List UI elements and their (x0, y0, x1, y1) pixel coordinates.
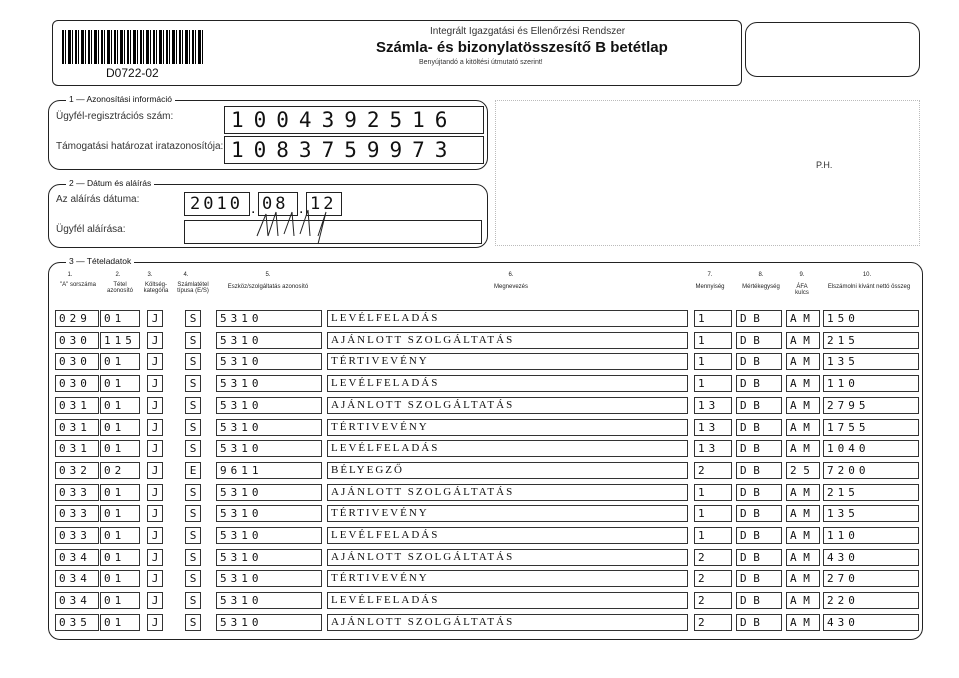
cell-sorszam[interactable]: 035 (55, 614, 99, 631)
cell-kategoria[interactable]: J (147, 375, 163, 392)
col-label-10: Elszámolni kívánt nettó összeg (827, 284, 911, 290)
cell-tetel[interactable]: 01 (100, 527, 140, 544)
cell-afa[interactable]: A M (786, 440, 820, 457)
cell-kategoria[interactable]: J (147, 505, 163, 522)
client-reg-value: 1004392516 (231, 108, 458, 132)
cell-mertekegyseg[interactable]: D B (736, 397, 782, 414)
cell-tipus[interactable]: S (185, 440, 201, 457)
cell-eszkoz[interactable]: 5310 (216, 440, 322, 457)
cell-tipus[interactable]: S (185, 484, 201, 501)
col-num-2: 2. (115, 272, 121, 278)
cell-megnevezes[interactable]: AJÁNLOTT SZOLGÁLTATÁS (327, 484, 688, 501)
cell-megnevezes[interactable]: TÉRTIVEVÉNY (327, 570, 688, 587)
cell-mennyiseg[interactable]: 2 (694, 462, 732, 479)
cell-afa[interactable]: A M (786, 419, 820, 436)
cell-afa[interactable]: A M (786, 484, 820, 501)
cell-tetel[interactable]: 01 (100, 484, 140, 501)
cell-eszkoz[interactable]: 5310 (216, 614, 322, 631)
form-code: D0722-02 (106, 66, 159, 80)
cell-eszkoz[interactable]: 5310 (216, 484, 322, 501)
cell-megnevezes[interactable]: AJÁNLOTT SZOLGÁLTATÁS (327, 549, 688, 566)
cell-afa[interactable]: A M (786, 549, 820, 566)
cell-eszkoz[interactable]: 5310 (216, 397, 322, 414)
cell-eszkoz[interactable]: 5310 (216, 353, 322, 370)
cell-sorszam[interactable]: 031 (55, 397, 99, 414)
client-reg-label: Ügyfél-regisztrációs szám: (56, 111, 174, 122)
cell-afa[interactable]: A M (786, 375, 820, 392)
col-num-6: 6. (508, 272, 514, 278)
cell-megnevezes[interactable]: LEVÉLFELADÁS (327, 440, 688, 457)
cell-kategoria[interactable]: J (147, 527, 163, 544)
cell-kategoria[interactable]: J (147, 419, 163, 436)
cell-osszeg[interactable]: 430 (823, 549, 919, 566)
cell-kategoria[interactable]: J (147, 614, 163, 631)
resolution-value: 1083759973 (231, 138, 458, 162)
barcode (62, 30, 204, 64)
col-label-6: Megnevezés (493, 284, 529, 290)
col-label-5: Eszköz/szolgáltatás azonosító (227, 284, 309, 290)
cell-mertekegyseg[interactable]: D B (736, 440, 782, 457)
date-year: 2010 (190, 194, 243, 214)
cell-mennyiseg[interactable]: 13 (694, 419, 732, 436)
cell-tipus[interactable]: S (185, 332, 201, 349)
cell-tipus[interactable]: S (185, 353, 201, 370)
cell-kategoria[interactable]: J (147, 332, 163, 349)
cell-sorszam[interactable]: 033 (55, 505, 99, 522)
cell-mertekegyseg[interactable]: D B (736, 353, 782, 370)
cell-mennyiseg[interactable]: 2 (694, 614, 732, 631)
cell-mennyiseg[interactable]: 2 (694, 570, 732, 587)
cell-afa[interactable]: A M (786, 570, 820, 587)
cell-mennyiseg[interactable]: 1 (694, 527, 732, 544)
date-day: 12 (310, 194, 337, 214)
cell-mennyiseg[interactable]: 2 (694, 549, 732, 566)
cell-tipus[interactable]: S (185, 397, 201, 414)
form-title: Számla- és bizonylatösszesítő B betétlap (376, 39, 668, 56)
cell-mennyiseg[interactable]: 1 (694, 332, 732, 349)
cell-kategoria[interactable]: J (147, 484, 163, 501)
cell-osszeg[interactable]: 430 (823, 614, 919, 631)
cell-kategoria[interactable]: J (147, 462, 163, 479)
date-month: 08 (262, 194, 289, 214)
col-num-5: 5. (265, 272, 271, 278)
cell-tipus[interactable]: S (185, 592, 201, 609)
cell-sorszam[interactable]: 033 (55, 527, 99, 544)
section2-title: 2 — Dátum és aláírás (66, 178, 154, 188)
cell-osszeg[interactable]: 215 (823, 484, 919, 501)
cell-sorszam[interactable]: 030 (55, 375, 99, 392)
cell-tetel[interactable]: 01 (100, 592, 140, 609)
cell-mertekegyseg[interactable]: D B (736, 570, 782, 587)
cell-mennyiseg[interactable]: 2 (694, 592, 732, 609)
cell-afa[interactable]: A M (786, 332, 820, 349)
cell-afa[interactable]: A M (786, 397, 820, 414)
cell-eszkoz[interactable]: 5310 (216, 592, 322, 609)
cell-osszeg[interactable]: 7200 (823, 462, 919, 479)
cell-osszeg[interactable]: 135 (823, 353, 919, 370)
cell-megnevezes[interactable]: TÉRTIVEVÉNY (327, 505, 688, 522)
cell-sorszam[interactable]: 033 (55, 484, 99, 501)
cell-eszkoz[interactable]: 5310 (216, 375, 322, 392)
cell-eszkoz[interactable]: 5310 (216, 332, 322, 349)
section1-title: 1 — Azonosítási információ (66, 94, 175, 104)
cell-afa[interactable]: 2 5 (786, 462, 820, 479)
cell-eszkoz[interactable]: 5310 (216, 549, 322, 566)
cell-tipus[interactable]: S (185, 419, 201, 436)
cell-mertekegyseg[interactable]: D B (736, 310, 782, 327)
section3-title: 3 — Tételadatok (66, 256, 134, 266)
cell-mertekegyseg[interactable]: D B (736, 592, 782, 609)
cell-tetel[interactable]: 01 (100, 614, 140, 631)
cell-sorszam[interactable]: 032 (55, 462, 99, 479)
cell-sorszam[interactable]: 029 (55, 310, 99, 327)
col-label-1: "A" sorszáma (60, 282, 96, 288)
cell-kategoria[interactable]: J (147, 397, 163, 414)
col-num-8: 8. (758, 272, 764, 278)
cell-mertekegyseg[interactable]: D B (736, 614, 782, 631)
instruction-text: Benyújtandó a kitöltési útmutató szerint! (419, 59, 543, 66)
cell-megnevezes[interactable]: AJÁNLOTT SZOLGÁLTATÁS (327, 397, 688, 414)
cell-eszkoz[interactable]: 9611 (216, 462, 322, 479)
cell-osszeg[interactable]: 110 (823, 375, 919, 392)
cell-sorszam[interactable]: 031 (55, 419, 99, 436)
col-label-2: Tétel azonosító (106, 282, 134, 294)
date-separator: . (299, 200, 304, 217)
cell-afa[interactable]: A M (786, 592, 820, 609)
cell-tetel[interactable]: 01 (100, 353, 140, 370)
cell-afa[interactable]: A M (786, 527, 820, 544)
cell-kategoria[interactable]: J (147, 549, 163, 566)
cell-mennyiseg[interactable]: 1 (694, 505, 732, 522)
cell-tetel[interactable]: 115 (100, 332, 140, 349)
stamp-label: P.H. (816, 160, 833, 170)
cell-eszkoz[interactable]: 5310 (216, 570, 322, 587)
cell-tetel[interactable]: 01 (100, 440, 140, 457)
cell-tetel[interactable]: 01 (100, 549, 140, 566)
cell-kategoria[interactable]: J (147, 440, 163, 457)
cell-mennyiseg[interactable]: 13 (694, 397, 732, 414)
signature-label: Ügyfél aláírása: (56, 224, 126, 235)
date-label: Az aláírás dátuma: (56, 194, 140, 205)
col-num-9: 9. (799, 272, 805, 278)
cell-megnevezes[interactable]: TÉRTIVEVÉNY (327, 353, 688, 370)
cell-mertekegyseg[interactable]: D B (736, 462, 782, 479)
cell-afa[interactable]: A M (786, 614, 820, 631)
cell-sorszam[interactable]: 031 (55, 440, 99, 457)
cell-eszkoz[interactable]: 5310 (216, 310, 322, 327)
cell-mertekegyseg[interactable]: D B (736, 375, 782, 392)
cell-tipus[interactable]: S (185, 505, 201, 522)
cell-afa[interactable]: A M (786, 310, 820, 327)
cell-tetel[interactable]: 01 (100, 397, 140, 414)
cell-tipus[interactable]: S (185, 570, 201, 587)
cell-tetel[interactable]: 01 (100, 375, 140, 392)
cell-mennyiseg[interactable]: 13 (694, 440, 732, 457)
cell-tetel[interactable]: 02 (100, 462, 140, 479)
cell-osszeg[interactable]: 270 (823, 570, 919, 587)
cell-mertekegyseg[interactable]: D B (736, 484, 782, 501)
cell-osszeg[interactable]: 1040 (823, 440, 919, 457)
cell-tetel[interactable]: 01 (100, 419, 140, 436)
cell-megnevezes[interactable]: LEVÉLFELADÁS (327, 310, 688, 327)
signature-scribble (252, 206, 342, 246)
col-num-7: 7. (707, 272, 713, 278)
cell-osszeg[interactable]: 215 (823, 332, 919, 349)
cell-sorszam[interactable]: 034 (55, 549, 99, 566)
cell-mennyiseg[interactable]: 1 (694, 484, 732, 501)
cell-sorszam[interactable]: 034 (55, 570, 99, 587)
cell-mertekegyseg[interactable]: D B (736, 505, 782, 522)
col-num-4: 4. (183, 272, 189, 278)
cell-osszeg[interactable]: 135 (823, 505, 919, 522)
cell-tetel[interactable]: 01 (100, 310, 140, 327)
cell-megnevezes[interactable]: LEVÉLFELADÁS (327, 375, 688, 392)
system-title: Integrált Igazgatási és Ellenőrzési Rendszer (430, 26, 626, 37)
date-separator: . (251, 200, 256, 217)
cell-tipus[interactable]: S (185, 614, 201, 631)
col-label-7: Mennyiség (695, 284, 725, 290)
col-label-8: Mértékegység (742, 284, 780, 290)
header-box-right (745, 22, 920, 77)
cell-tetel[interactable]: 01 (100, 570, 140, 587)
cell-mertekegyseg[interactable]: D B (736, 332, 782, 349)
cell-tipus[interactable]: E (185, 462, 201, 479)
cell-tipus[interactable]: S (185, 549, 201, 566)
cell-eszkoz[interactable]: 5310 (216, 505, 322, 522)
col-num-1: 1. (67, 272, 73, 278)
cell-mennyiseg[interactable]: 1 (694, 375, 732, 392)
cell-kategoria[interactable]: J (147, 592, 163, 609)
cell-afa[interactable]: A M (786, 353, 820, 370)
cell-tipus[interactable]: S (185, 527, 201, 544)
cell-tipus[interactable]: S (185, 310, 201, 327)
cell-sorszam[interactable]: 030 (55, 353, 99, 370)
cell-megnevezes[interactable]: LEVÉLFELADÁS (327, 527, 688, 544)
resolution-label: Támogatási határozat iratazonosítója: (56, 141, 224, 152)
cell-kategoria[interactable]: J (147, 353, 163, 370)
cell-osszeg[interactable]: 220 (823, 592, 919, 609)
cell-megnevezes[interactable]: BÉLYEGZŐ (327, 462, 688, 479)
cell-mennyiseg[interactable]: 1 (694, 310, 732, 327)
cell-tetel[interactable]: 01 (100, 505, 140, 522)
stamp-area (495, 100, 920, 246)
cell-sorszam[interactable]: 030 (55, 332, 99, 349)
cell-osszeg[interactable]: 2795 (823, 397, 919, 414)
cell-megnevezes[interactable]: LEVÉLFELADÁS (327, 592, 688, 609)
cell-megnevezes[interactable]: AJÁNLOTT SZOLGÁLTATÁS (327, 332, 688, 349)
cell-eszkoz[interactable]: 5310 (216, 419, 322, 436)
cell-mertekegyseg[interactable]: D B (736, 549, 782, 566)
cell-osszeg[interactable]: 1755 (823, 419, 919, 436)
col-num-3: 3. (147, 272, 153, 278)
cell-kategoria[interactable]: J (147, 570, 163, 587)
cell-afa[interactable]: A M (786, 505, 820, 522)
cell-osszeg[interactable]: 110 (823, 527, 919, 544)
cell-tipus[interactable]: S (185, 375, 201, 392)
cell-osszeg[interactable]: 150 (823, 310, 919, 327)
col-label-3: Költség-kategória (143, 282, 169, 294)
cell-megnevezes[interactable]: AJÁNLOTT SZOLGÁLTATÁS (327, 614, 688, 631)
col-label-4: Számlatétel típusa (E/S) (177, 282, 209, 294)
cell-mertekegyseg[interactable]: D B (736, 419, 782, 436)
cell-sorszam[interactable]: 034 (55, 592, 99, 609)
cell-mennyiseg[interactable]: 1 (694, 353, 732, 370)
col-label-9: ÁFA kulcs (795, 284, 809, 296)
cell-eszkoz[interactable]: 5310 (216, 527, 322, 544)
cell-mertekegyseg[interactable]: D B (736, 527, 782, 544)
cell-kategoria[interactable]: J (147, 310, 163, 327)
cell-megnevezes[interactable]: TÉRTIVEVÉNY (327, 419, 688, 436)
col-num-10: 10. (862, 272, 872, 278)
